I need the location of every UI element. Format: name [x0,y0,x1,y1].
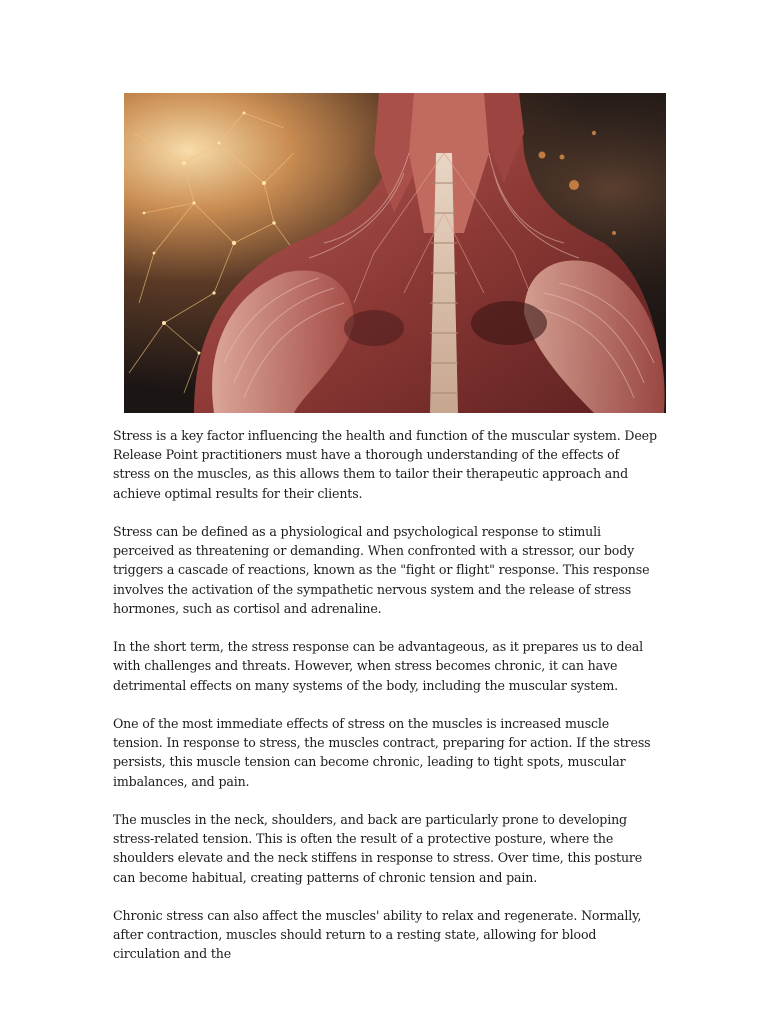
paragraph-6: Chronic stress can also affect the muscles' ability to relax and regenerate. Normally, after contraction, muscles should return to a resting state, allowing for blood circulation and the [113,908,642,962]
paragraph-4: One of the most immediate effects of stress on the muscles is increased muscle tension. In response to stress, the muscles contract, preparing for action. If the stress persists, this muscle tension can become chronic, leading to tight spots, muscular imbalances, and pain. [113,716,651,789]
paragraph-2: Stress can be defined as a physiological and psychological response to stimuli perceived as threatening or demanding. When confronted with a stressor, our body triggers a cascade of reactions, known as the "fight or flight" response. This response involves the activation of the sympathetic nervous system and the release of stress hormones, such as cortisol and adrenaline. [113,524,650,616]
paragraph-3: In the short term, the stress response can be advantageous, as it prepares us to deal with challenges and threats. However, when stress becomes chronic, it can have detrimental effects on many systems of the body, including the muscular system. [113,639,643,693]
paragraph-1: Stress is a key factor influencing the health and function of the muscular system. Deep Release Point practitioners must have a thorough understanding of the effects of stress on the muscles, as this allows them to tailor their therapeutic approach and achieve optimal results for their clients. [113,428,657,501]
muscle-anatomy-image [124,93,666,413]
article-body [113,426,658,983]
paragraph-5: The muscles in the neck, shoulders, and back are particularly prone to developing stress-related tension. This is often the result of a protective posture, where the shoulders elevate and the neck stiffens in response to stress. Over time, this posture can become habitual, creating patterns of chronic tension and pain. [113,812,643,885]
